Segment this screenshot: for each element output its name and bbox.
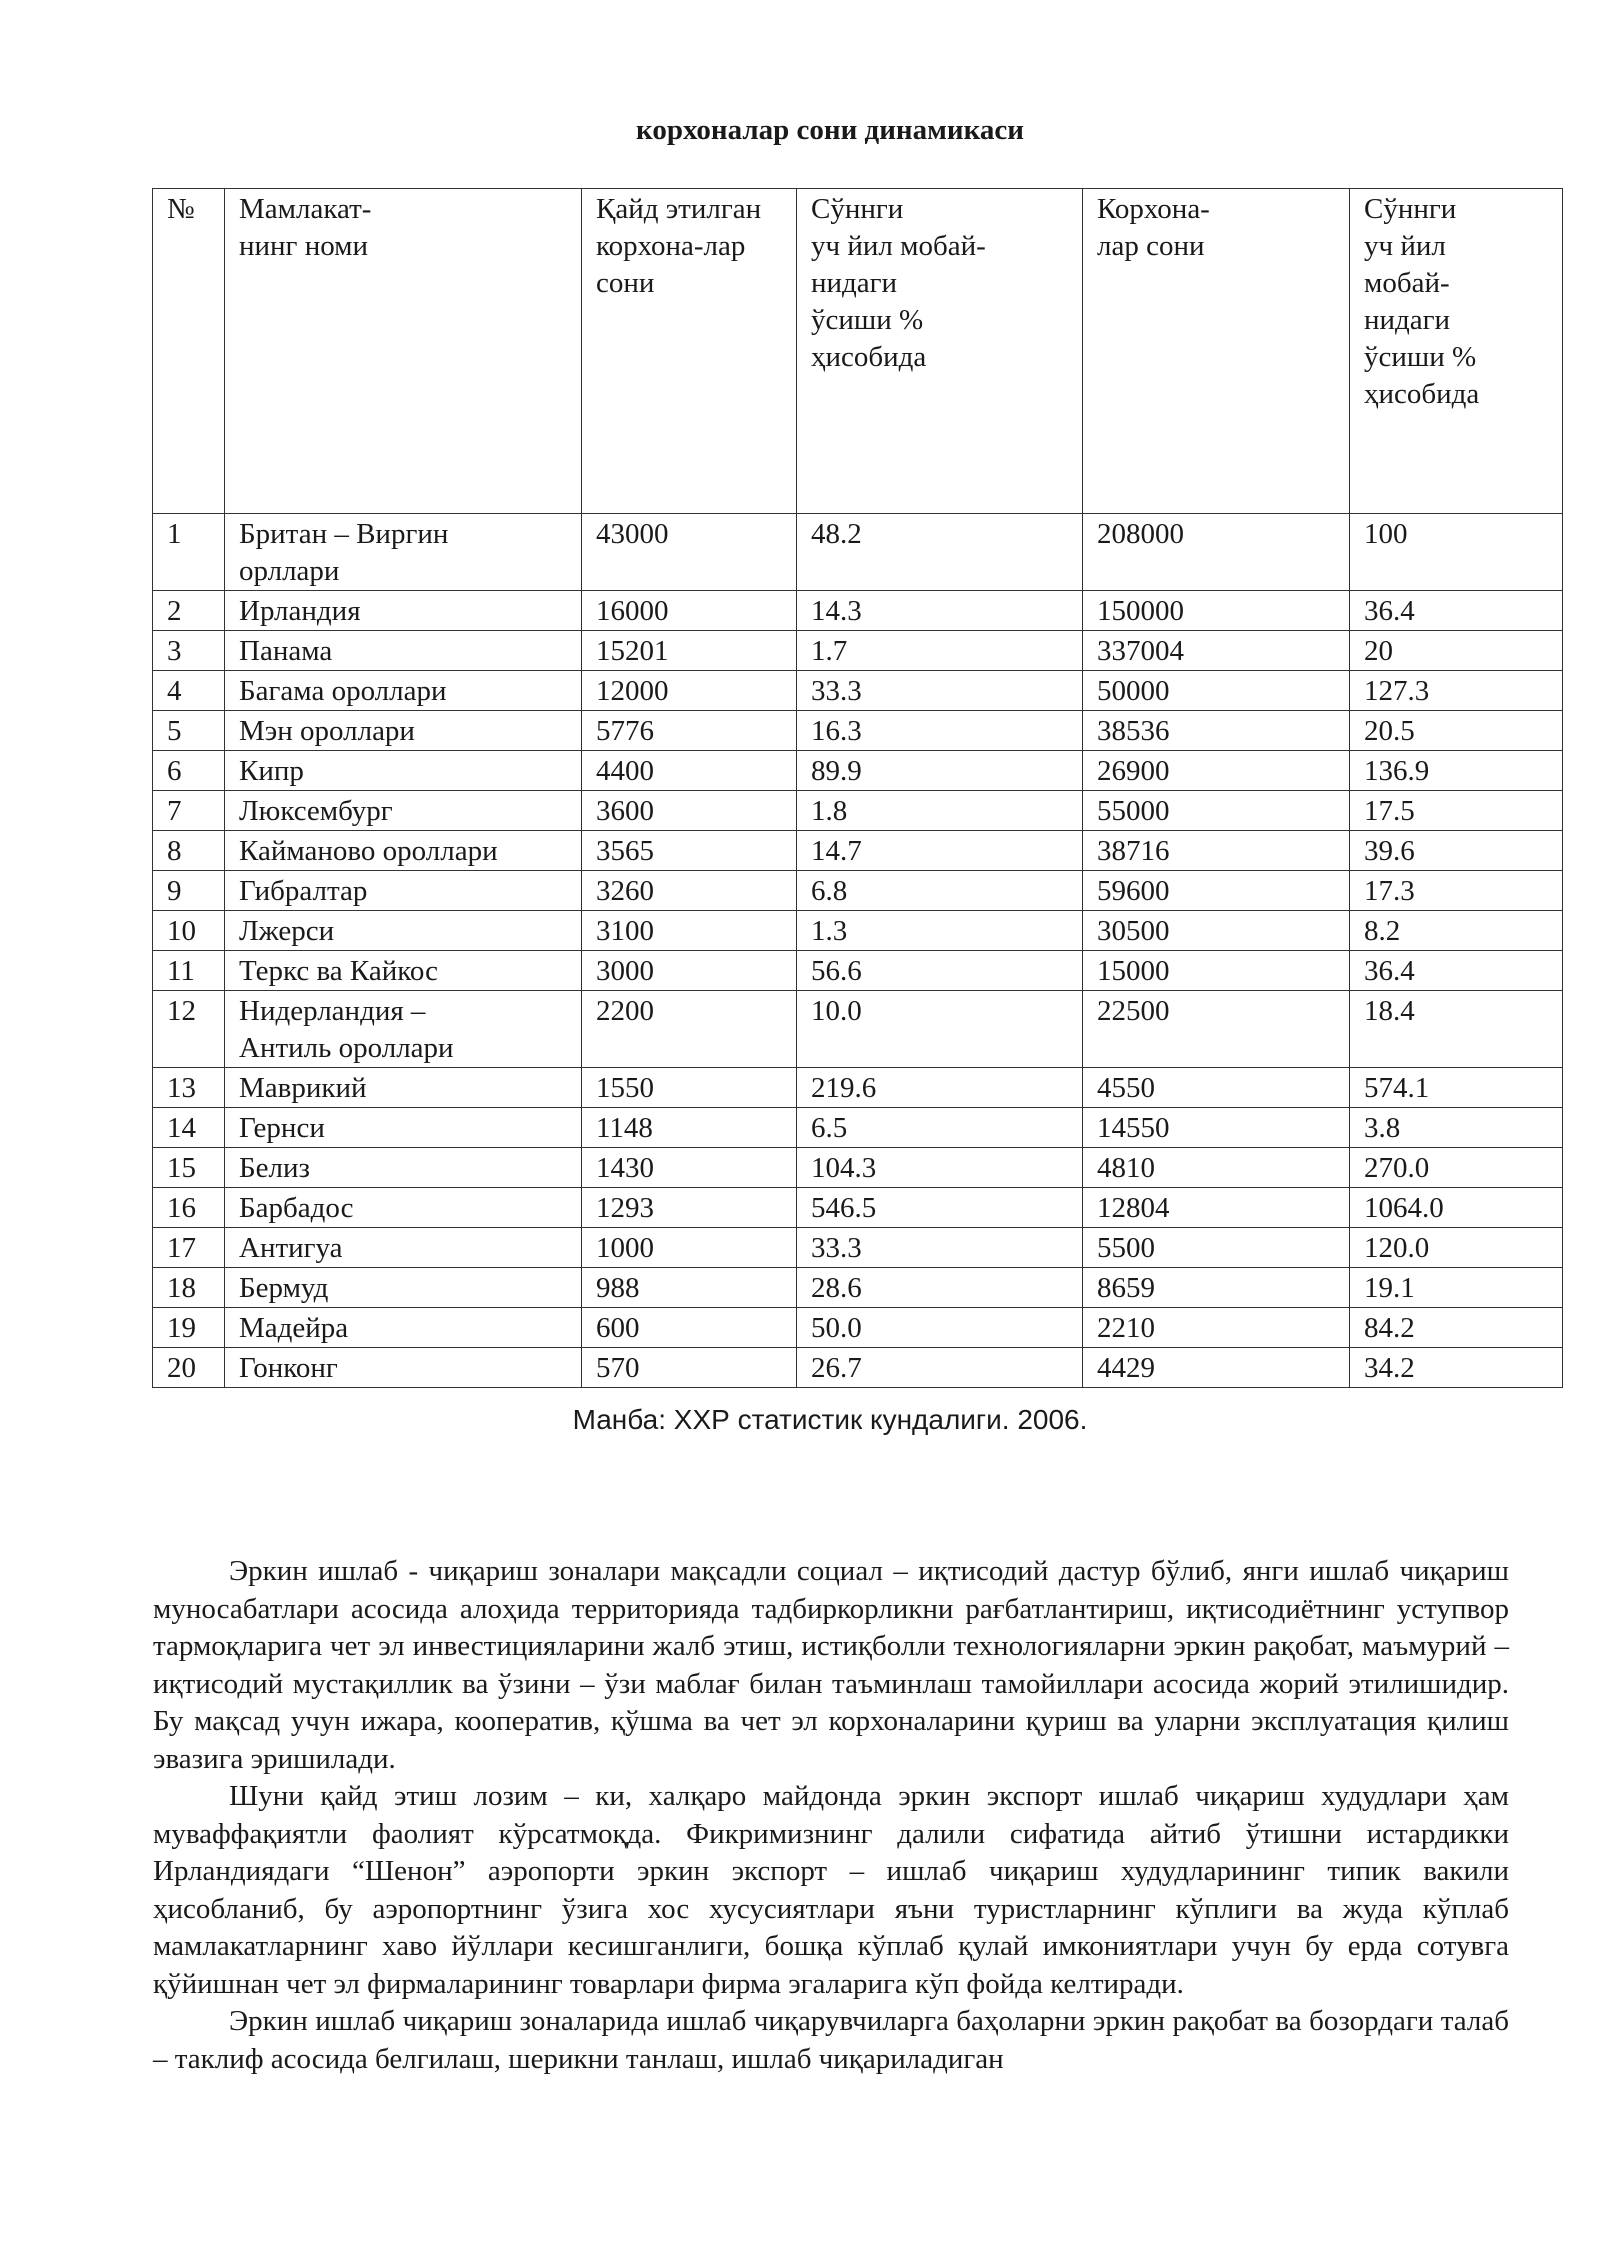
cell-number: 10 bbox=[153, 911, 225, 951]
cell-enterprises: 337004 bbox=[1083, 631, 1350, 671]
paragraph: Эркин ишлаб - чиқариш зоналари мақсадли социал – иқтисодий дастур бўлиб, янги ишлаб чиқариш муносабатлари асосида алоҳида территорияда тадбиркорликни рағбатлантириш, иқтисодиётнинг уступвор тармоқларига чет эл инвестицияларини жалб этиш, истиқболли технологияларни эркин рақобат, маъмурий – иқтисодий мустақиллик ва ўзини – ўзи маблағ билан таъминлаш тамойиллари асосида жорий этилишидир. Бу мақсад учун ижара, кооператив, қўшма ва чет эл корхоналарини қуриш ва уларни эксплуатация қилиш эвазига эришилади. bbox=[153, 1555, 1509, 1775]
cell-growth-registered: 26.7 bbox=[797, 1348, 1083, 1388]
table-row bbox=[153, 831, 1563, 871]
cell-growth-registered: 10.0 bbox=[797, 991, 1083, 1068]
cell-country: Британ – Виргин орллари bbox=[225, 514, 582, 591]
cell-registered: 1000 bbox=[582, 1228, 797, 1268]
cell-growth-enterprises: 20.5 bbox=[1350, 711, 1563, 751]
cell-growth-enterprises: 127.3 bbox=[1350, 671, 1563, 711]
cell-country: Антигуа bbox=[225, 1228, 582, 1268]
cell-country: Кипр bbox=[225, 751, 582, 791]
cell-country: Ирландия bbox=[225, 591, 582, 631]
source-note: Манба: ХХР статистик кундалиги. 2006. bbox=[572, 1404, 1088, 1435]
cell-country: Бермуд bbox=[225, 1268, 582, 1308]
cell-growth-registered: 104.3 bbox=[797, 1148, 1083, 1188]
table-header-row bbox=[153, 189, 1563, 514]
cell-growth-registered: 6.8 bbox=[797, 871, 1083, 911]
header-enterprises: Корхона- лар сони bbox=[1083, 189, 1350, 514]
cell-enterprises: 5500 bbox=[1083, 1228, 1350, 1268]
cell-growth-registered: 50.0 bbox=[797, 1308, 1083, 1348]
cell-growth-enterprises: 34.2 bbox=[1350, 1348, 1563, 1388]
cell-growth-enterprises: 3.8 bbox=[1350, 1108, 1563, 1148]
cell-growth-enterprises: 36.4 bbox=[1350, 591, 1563, 631]
cell-growth-enterprises: 19.1 bbox=[1350, 1268, 1563, 1308]
header-country: Мамлакат- нинг номи bbox=[225, 189, 582, 514]
table-row bbox=[153, 671, 1563, 711]
cell-country: Барбадос bbox=[225, 1188, 582, 1228]
cell-growth-enterprises: 20 bbox=[1350, 631, 1563, 671]
cell-growth-registered: 6.5 bbox=[797, 1108, 1083, 1148]
table-row bbox=[153, 711, 1563, 751]
cell-number: 8 bbox=[153, 831, 225, 871]
cell-registered: 15201 bbox=[582, 631, 797, 671]
cell-country: Кайманово ороллари bbox=[225, 831, 582, 871]
cell-number: 18 bbox=[153, 1268, 225, 1308]
cell-growth-enterprises: 8.2 bbox=[1350, 911, 1563, 951]
cell-enterprises: 8659 bbox=[1083, 1268, 1350, 1308]
table-row bbox=[153, 1148, 1563, 1188]
cell-number: 14 bbox=[153, 1108, 225, 1148]
cell-enterprises: 38716 bbox=[1083, 831, 1350, 871]
table-body bbox=[153, 514, 1563, 1388]
cell-growth-registered: 14.3 bbox=[797, 591, 1083, 631]
cell-enterprises: 30500 bbox=[1083, 911, 1350, 951]
table-title: корхоналар сони динамикаси bbox=[636, 114, 1024, 146]
cell-country: Белиз bbox=[225, 1148, 582, 1188]
header-number: № bbox=[153, 189, 225, 514]
table-row bbox=[153, 991, 1563, 1068]
cell-registered: 4400 bbox=[582, 751, 797, 791]
cell-growth-enterprises: 17.3 bbox=[1350, 871, 1563, 911]
cell-number: 19 bbox=[153, 1308, 225, 1348]
table-row bbox=[153, 791, 1563, 831]
body-text bbox=[153, 1553, 1509, 2078]
cell-growth-registered: 33.3 bbox=[797, 1228, 1083, 1268]
cell-registered: 1148 bbox=[582, 1108, 797, 1148]
cell-country: Нидерландия – Антиль ороллари bbox=[225, 991, 582, 1068]
cell-enterprises: 22500 bbox=[1083, 991, 1350, 1068]
cell-number: 13 bbox=[153, 1068, 225, 1108]
cell-country: Багама ороллари bbox=[225, 671, 582, 711]
cell-growth-enterprises: 270.0 bbox=[1350, 1148, 1563, 1188]
cell-registered: 2200 bbox=[582, 991, 797, 1068]
cell-growth-enterprises: 39.6 bbox=[1350, 831, 1563, 871]
header-registered: Қайд этилган корхона-лар сони bbox=[582, 189, 797, 514]
cell-enterprises: 50000 bbox=[1083, 671, 1350, 711]
cell-number: 7 bbox=[153, 791, 225, 831]
cell-growth-enterprises: 84.2 bbox=[1350, 1308, 1563, 1348]
cell-country: Теркс ва Кайкос bbox=[225, 951, 582, 991]
cell-registered: 988 bbox=[582, 1268, 797, 1308]
cell-registered: 600 bbox=[582, 1308, 797, 1348]
cell-growth-registered: 28.6 bbox=[797, 1268, 1083, 1308]
cell-number: 20 bbox=[153, 1348, 225, 1388]
table-row bbox=[153, 1228, 1563, 1268]
cell-registered: 1550 bbox=[582, 1068, 797, 1108]
table-row bbox=[153, 1348, 1563, 1388]
cell-enterprises: 150000 bbox=[1083, 591, 1350, 631]
cell-growth-registered: 56.6 bbox=[797, 951, 1083, 991]
cell-enterprises: 38536 bbox=[1083, 711, 1350, 751]
header-growth-enterprises: Сўннги уч йил мобай- нидаги ўсиши % ҳисобида bbox=[1350, 189, 1563, 514]
table-row bbox=[153, 514, 1563, 591]
paragraph: Эркин ишлаб чиқариш зоналарида ишлаб чиқарувчиларга баҳоларни эркин рақобат ва бозордаги талаб – таклиф асосида белгилаш, шерикни танлаш, ишлаб чиқариладиган bbox=[153, 2005, 1509, 2075]
cell-registered: 43000 bbox=[582, 514, 797, 591]
cell-country: Мэн ороллари bbox=[225, 711, 582, 751]
cell-growth-registered: 14.7 bbox=[797, 831, 1083, 871]
header-growth-registered: Сўннги уч йил мобай- нидаги ўсиши % ҳисобида bbox=[797, 189, 1083, 514]
cell-country: Маврикий bbox=[225, 1068, 582, 1108]
cell-registered: 5776 bbox=[582, 711, 797, 751]
cell-registered: 3000 bbox=[582, 951, 797, 991]
cell-country: Мадейра bbox=[225, 1308, 582, 1348]
cell-growth-enterprises: 1064.0 bbox=[1350, 1188, 1563, 1228]
cell-growth-enterprises: 136.9 bbox=[1350, 751, 1563, 791]
table-row bbox=[153, 1268, 1563, 1308]
cell-registered: 3565 bbox=[582, 831, 797, 871]
cell-number: 12 bbox=[153, 991, 225, 1068]
cell-country: Люксембург bbox=[225, 791, 582, 831]
cell-number: 9 bbox=[153, 871, 225, 911]
cell-growth-enterprises: 36.4 bbox=[1350, 951, 1563, 991]
cell-country: Гонконг bbox=[225, 1348, 582, 1388]
cell-registered: 3600 bbox=[582, 791, 797, 831]
cell-growth-enterprises: 17.5 bbox=[1350, 791, 1563, 831]
cell-number: 5 bbox=[153, 711, 225, 751]
cell-number: 11 bbox=[153, 951, 225, 991]
table-row bbox=[153, 911, 1563, 951]
table-row bbox=[153, 1068, 1563, 1108]
cell-number: 17 bbox=[153, 1228, 225, 1268]
cell-growth-enterprises: 18.4 bbox=[1350, 991, 1563, 1068]
table-row bbox=[153, 871, 1563, 911]
cell-enterprises: 4810 bbox=[1083, 1148, 1350, 1188]
cell-registered: 12000 bbox=[582, 671, 797, 711]
cell-growth-registered: 33.3 bbox=[797, 671, 1083, 711]
cell-enterprises: 2210 bbox=[1083, 1308, 1350, 1348]
cell-number: 2 bbox=[153, 591, 225, 631]
cell-growth-registered: 16.3 bbox=[797, 711, 1083, 751]
cell-enterprises: 12804 bbox=[1083, 1188, 1350, 1228]
cell-country: Панама bbox=[225, 631, 582, 671]
cell-number: 16 bbox=[153, 1188, 225, 1228]
cell-growth-registered: 1.3 bbox=[797, 911, 1083, 951]
cell-registered: 570 bbox=[582, 1348, 797, 1388]
table-row bbox=[153, 1188, 1563, 1228]
table-row bbox=[153, 751, 1563, 791]
enterprise-table bbox=[152, 188, 1563, 1388]
cell-registered: 16000 bbox=[582, 591, 797, 631]
cell-registered: 3260 bbox=[582, 871, 797, 911]
cell-enterprises: 208000 bbox=[1083, 514, 1350, 591]
table-row bbox=[153, 631, 1563, 671]
cell-growth-registered: 219.6 bbox=[797, 1068, 1083, 1108]
cell-growth-registered: 48.2 bbox=[797, 514, 1083, 591]
cell-country: Гернси bbox=[225, 1108, 582, 1148]
cell-enterprises: 14550 bbox=[1083, 1108, 1350, 1148]
cell-growth-registered: 546.5 bbox=[797, 1188, 1083, 1228]
cell-country: Лжерси bbox=[225, 911, 582, 951]
cell-number: 6 bbox=[153, 751, 225, 791]
cell-growth-enterprises: 100 bbox=[1350, 514, 1563, 591]
cell-enterprises: 15000 bbox=[1083, 951, 1350, 991]
cell-country: Гибралтар bbox=[225, 871, 582, 911]
table-row bbox=[153, 951, 1563, 991]
cell-growth-registered: 1.8 bbox=[797, 791, 1083, 831]
cell-enterprises: 26900 bbox=[1083, 751, 1350, 791]
cell-registered: 1430 bbox=[582, 1148, 797, 1188]
table-row bbox=[153, 591, 1563, 631]
cell-growth-enterprises: 574.1 bbox=[1350, 1068, 1563, 1108]
cell-enterprises: 55000 bbox=[1083, 791, 1350, 831]
cell-number: 15 bbox=[153, 1148, 225, 1188]
cell-number: 3 bbox=[153, 631, 225, 671]
cell-growth-registered: 1.7 bbox=[797, 631, 1083, 671]
paragraph: Шуни қайд этиш лозим – ки, халқаро майдонда эркин экспорт ишлаб чиқариш худудлари ҳам муваффақиятли фаолият кўрсатмоқда. Фикримизнинг далили сифатида айтиб ўтишни истардикки Ирландиядаги “Шенон” аэропорти эркин экспорт – ишлаб чиқариш худудларининг типик вакили ҳисобланиб, бу аэропортнинг ўзига хос хусусиятлари яъни туристларнинг кўплиги ва жуда кўплаб мамлакатларнинг хаво йўллари кесишганлиги, бошқа кўплаб қулай имкониятлари учун бу ерда сотувга қўйишнан чет эл фирмаларининг товарлари фирма эгаларига кўп фойда келтиради. bbox=[153, 1780, 1509, 2000]
cell-number: 1 bbox=[153, 514, 225, 591]
cell-growth-registered: 89.9 bbox=[797, 751, 1083, 791]
cell-registered: 1293 bbox=[582, 1188, 797, 1228]
cell-registered: 3100 bbox=[582, 911, 797, 951]
cell-enterprises: 4550 bbox=[1083, 1068, 1350, 1108]
cell-enterprises: 4429 bbox=[1083, 1348, 1350, 1388]
table-row bbox=[153, 1308, 1563, 1348]
table-row bbox=[153, 1108, 1563, 1148]
cell-number: 4 bbox=[153, 671, 225, 711]
cell-enterprises: 59600 bbox=[1083, 871, 1350, 911]
cell-growth-enterprises: 120.0 bbox=[1350, 1228, 1563, 1268]
